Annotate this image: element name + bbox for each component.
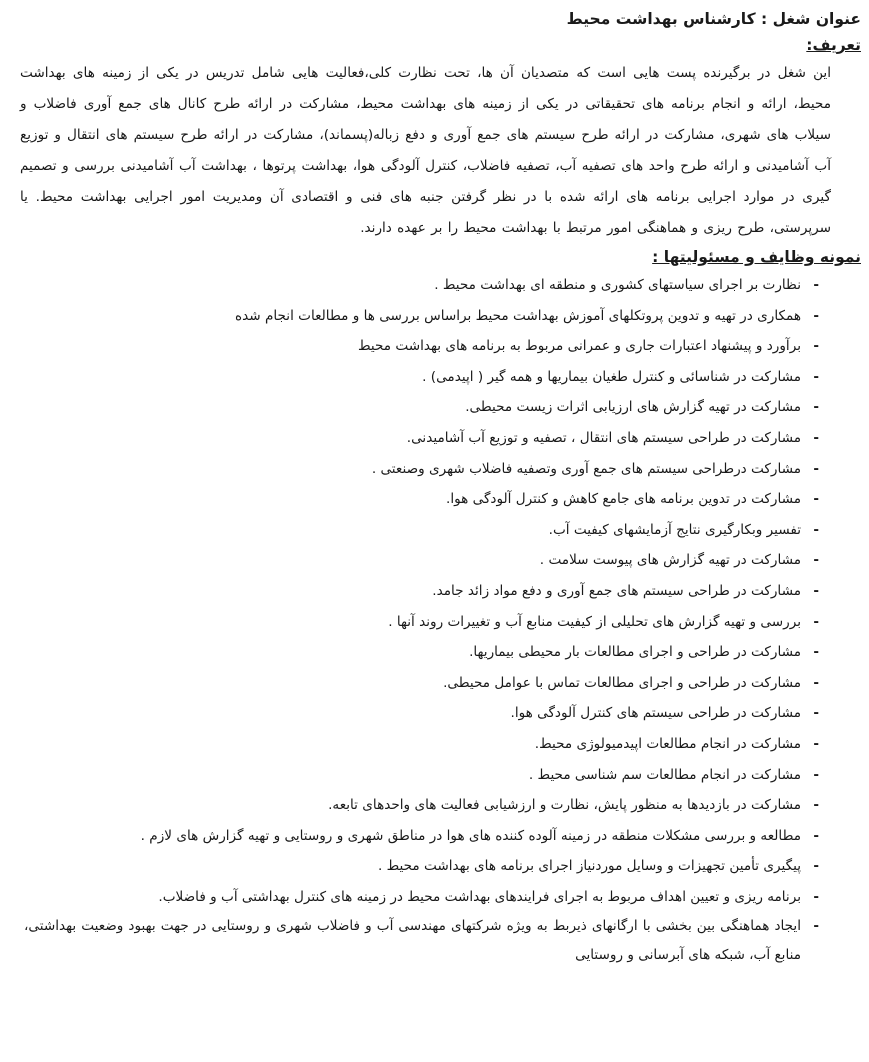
list-item xyxy=(16,484,861,515)
list-item-text: مشارکت در تهیه گزارش های پیوست سلامت . xyxy=(539,552,801,569)
list-item xyxy=(16,331,861,362)
bullet-dash: - xyxy=(813,399,819,416)
bullet-dash: - xyxy=(813,705,819,722)
list-item-text: برنامه ریزی و تعیین اهداف مربوط به اجرای فرایندهای بهداشت محیط در زمینه های کنترل بهداشتی آب و فاضلاب. xyxy=(158,888,801,905)
job-title: عنوان شغل : کارشناس بهداشت محیط xyxy=(566,10,861,28)
list-item-text: بررسی و تهیه گزارش های تحلیلی از کیفیت منابع آب و تغییرات روند آنها . xyxy=(388,613,801,630)
bullet-dash: - xyxy=(813,735,819,752)
list-item-text: مشارکت در طراحی و اجرای مطالعات تماس با عوامل محیطی. xyxy=(443,674,801,691)
bullet-dash: - xyxy=(813,797,819,814)
definition-heading: تعریف: xyxy=(806,36,861,54)
list-item-text: مشارکت در طراحی سیستم های کنترل آلودگی هوا. xyxy=(510,705,801,722)
bullet-dash: - xyxy=(813,674,819,691)
list-item-text: مشارکت در انجام مطالعات اپیدمیولوژی محیط. xyxy=(534,735,801,752)
bullet-dash: - xyxy=(813,858,819,875)
bullet-dash: - xyxy=(813,827,819,844)
bullet-dash: - xyxy=(813,888,819,905)
list-item-text: مطالعه و بررسی مشکلات منطقه در زمینه آلوده کننده های هوا در مناطق شهری و روستایی و تهیه گزارش های لازم . xyxy=(140,827,801,844)
bullet-dash: - xyxy=(813,429,819,446)
bullet-dash: - xyxy=(813,552,819,569)
list-item xyxy=(16,729,861,760)
list-item xyxy=(16,790,861,821)
duties-heading: نمونه وظایف و مسئولیتها : xyxy=(652,248,861,266)
bullet-dash: - xyxy=(813,460,819,477)
list-item xyxy=(16,821,861,852)
bullet-dash: - xyxy=(813,582,819,599)
list-item xyxy=(16,362,861,393)
list-item xyxy=(16,454,861,485)
bullet-dash: - xyxy=(813,277,819,293)
list-item-text: نظارت بر اجرای سیاستهای کشوری و منطقه ای بهداشت محیط . xyxy=(434,277,801,293)
list-item-text: برآورد و پیشنهاد اعتبارات جاری و عمرانی مربوط به برنامه های بهداشت محیط xyxy=(357,338,801,355)
list-item-text: مشارکت در تهیه گزارش های ارزیابی اثرات زیست محیطی. xyxy=(465,399,801,416)
list-item-text: مشارکت درطراحی سیستم های جمع آوری وتصفیه فاضلاب شهری وصنعتی . xyxy=(371,460,801,477)
list-item xyxy=(16,851,861,882)
list-item xyxy=(16,270,861,301)
list-item xyxy=(16,576,861,607)
list-item xyxy=(16,698,861,729)
list-item xyxy=(16,545,861,576)
list-item-text: همکاری در تهیه و تدوین پروتکلهای آموزش بهداشت محیط براساس بررسی ها و مطالعات انجام شده xyxy=(234,307,801,324)
bullet-dash: - xyxy=(813,307,819,324)
bullet-dash: - xyxy=(813,521,819,538)
list-item xyxy=(16,760,861,791)
list-item-text: مشارکت در طراحی سیستم های انتقال ، تصفیه و توزیع آب آشامیدنی. xyxy=(406,429,801,446)
bullet-dash: - xyxy=(813,338,819,355)
list-item-text: مشارکت در بازدیدها به منظور پایش، نظارت و ارزشیابی فعالیت های واحدهای تابعه. xyxy=(328,797,801,814)
list-item xyxy=(16,423,861,454)
bullet-dash: - xyxy=(813,491,819,508)
list-item xyxy=(16,668,861,699)
list-item-text: تفسیر وبکارگیری نتایج آزمایشهای کیفیت آب. xyxy=(548,521,801,538)
list-item-text: مشارکت در طراحی و اجرای مطالعات بار محیطی بیماریها. xyxy=(469,644,801,661)
list-item-text: ایجاد هماهنگی بین بخشی با ارگانهای ذیربط به ویژه شرکتهای مهندسی آب و فاضلاب شهری و روستایی در جهت بهبود وضعیت بهداشتی، منابع آب، شبکه های آبرسانی و روستایی xyxy=(24,918,801,964)
list-item-text: مشارکت در طراحی سیستم های جمع آوری و دفع مواد زائد جامد. xyxy=(432,582,801,599)
list-item xyxy=(16,301,861,332)
bullet-dash: - xyxy=(813,766,819,783)
list-item-text: مشارکت در شناسائی و کنترل طغیان بیماریها و همه گیر ( اپیدمی) . xyxy=(422,368,801,385)
list-item xyxy=(16,515,861,546)
duties-list xyxy=(16,270,861,970)
bullet-dash: - xyxy=(813,368,819,385)
list-item xyxy=(16,882,861,913)
list-item xyxy=(16,607,861,638)
list-item-text: مشارکت در انجام مطالعات سم شناسی محیط . xyxy=(528,766,801,783)
list-item-text: مشارکت در تدوین برنامه های جامع کاهش و کنترل آلودگی هوا. xyxy=(446,491,801,508)
list-item xyxy=(16,392,861,423)
bullet-dash: - xyxy=(813,644,819,661)
definition-paragraph: این شغل در برگیرنده پست هایی است که متصدیان آن ها، تحت نظارت کلی،فعالیت هایی شامل تدریس در یکی از زمینه های بهداشت محیط، ارائه و انجام برنامه های تحقیقاتی در یکی از زمینه های بهداشت محیط، مشارکت در ارائه طرح کانال های جمع آوری فاضلاب و سیلاب های شهری، مشارکت در ارائه طرح سیستم های جمع آوری و دفع زباله(پسماند)، مشارکت در ارائه طرح سیستم های انتقال و توزیع آب آشامیدنی و ارائه طرح واحد های تصفیه آب، تصفیه فاضلاب، کنترل آلودگی هوا، بهداشت پرتوها ، بهداشت آب آشامیدنی بررسی و تصمیم گیری در موارد اجرایی برنامه های ارائه شده با در نظر گرفتن جنبه های فنی و اقتصادی آن ومدیریت امور اجرایی بهداشت محیط. یا سرپرستی، طرح ریزی و هماهنگی امور مرتبط با بهداشت محیط را بر عهده دارند. xyxy=(20,65,831,236)
list-item xyxy=(24,912,861,970)
list-item-text: پیگیری تأمین تجهیزات و وسایل موردنیاز اجرای برنامه های بهداشت محیط . xyxy=(378,858,801,875)
bullet-dash: - xyxy=(813,613,819,630)
bullet-dash: - xyxy=(813,918,819,935)
list-item xyxy=(16,637,861,668)
